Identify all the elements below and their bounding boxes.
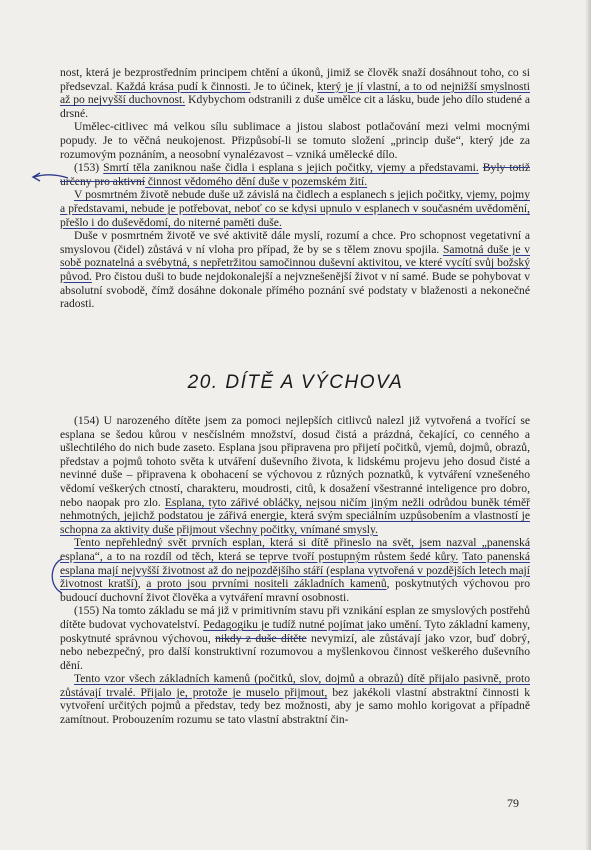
underlined-passage: Samotná duše je v sobě poznatelná a svébytná, s nepřetržitou samočinnou duševní aktivitou, ve které vycítí svůj božský původ. <box>60 242 530 283</box>
text-run: (155) Na tomto základu se má již v primitivním stavu při vznikání esplan ze smyslových postřehů dítěte budovat vychovatelství. <box>60 604 530 631</box>
struck-passage: Byly totiž určeny pro aktivní <box>60 161 530 188</box>
paragraph <box>60 414 530 536</box>
paragraph <box>60 229 530 311</box>
text-run: Je to účinek, <box>250 79 318 93</box>
underlined-passage: Smrtí těla zaniknou naše čidla i esplana s jejich počitky, vjemy a představami. <box>103 161 479 175</box>
body-text-top <box>60 66 530 311</box>
text-run: Umělec-citlivec má velkou sílu sublimace a jistou slabost potlačování mezi velmi mocnými popudy. Je to věčná neukojenost. Přizpůsobí-li se tomuto složení „princip duše“, který jde za rozumovým poznáním, a neosobní vynalézavost – vzniká umělecké dílo. <box>60 120 530 161</box>
text-run: Tyto základní kameny, poskytnuté správnou výchovou, <box>60 617 530 645</box>
text-run: (153) <box>74 161 104 175</box>
text-run: nost, která je bezprostředním principem chtění a úkonů, jimiž se člověk snaží dosáhnout toho, co si předsevzal. <box>60 66 530 93</box>
text-run: Duše v posmrtném životě ve své aktivitě dále myslí, rozumí a chce. Pro schopnost vegetativní a smyslovou (čidel) zůstává v ní vloha pro případ, že by se s tělem znovu spojila. <box>60 229 530 256</box>
paragraph <box>60 120 530 161</box>
paragraph <box>60 66 530 120</box>
paragraph <box>60 672 530 726</box>
underlined-passage: který je jí vlastní, a to od nejnižší smyslnosti až po nejvyšší duchovnost. <box>60 79 530 107</box>
paragraph <box>60 188 530 229</box>
underlined-passage: činnost vědomého dění duše v pozemském žití. <box>145 174 368 188</box>
text-run: (154) U narozeného dítěte jsem za pomoci nejlepších citlivců nalezl již vytvořená a tvořící se esplana se šedou kůrou v nesčíslném množství, dosud čistá a prázdná, čekající, co cenného a ušlechtilého do nich bude zaseto. Esplana jsou připravena pro přijetí počitků, vjemů, dojmů, obrazů, představ a pojmů tohoto světa k utváření duševního života, k lidskému projevu jeho dosud čisté a nevinné duše – připravena k obohacení se výchovou z různých poznatků, k vytváření vznešeného vědomí veškerých ctností, charakteru, moudrosti, citů, k dosažení všestranné inteligence pro dobro, nebo naopak pro zlo. <box>60 414 530 509</box>
text-run: , poskytnutých výchovou pro budoucí duchovní život člověka a vytváření mravní osobnosti. <box>60 577 531 604</box>
underlined-passage: a proto jsou prvními nositeli základních kamenů <box>146 577 387 591</box>
body-text-bottom <box>60 414 530 727</box>
text-run: Pro čistou duši to bude nejdokonalejší a nejvznešenější život v ní samé. Bude se pohybovat v absolutní svobodě, čímž dosáhne dokonale přímého poznání své podstaty v blaženosti a nekonečné radosti. <box>60 269 530 311</box>
paragraph <box>60 536 530 604</box>
underlined-passage: Tento vzor všech základních kamenů (počitků, slov, dojmů a obrazů) dítě přijalo pasivně, proto zůstávají trvalé. Přijalo je, protože je muselo přijmout, <box>60 672 530 699</box>
chapter-heading: 20. DÍTĚ A VÝCHOVA <box>187 372 404 393</box>
text-run: , <box>137 577 147 591</box>
underlined-passage: Každá krása pudí k činnosti. <box>116 79 251 93</box>
text-run: nevymizí, ale zůstávají jako vzor, buď dobrý, nebo nebezpečný, pro další konstruktivní rozumovou a myšlenkovou činnost veškerého duševního dění. <box>60 631 530 672</box>
struck-passage: nikdy z duše dítěte <box>215 631 307 645</box>
underlined-passage: Tato panenská esplana mají nejvyšší životnost až do nejpozdějšího stáří (esplana vytvořená v pozdějších letech mají životnost kratší) <box>60 549 530 591</box>
paragraph <box>60 604 530 672</box>
text-run: Kdybychom odstranili z duše umělce cit a lásku, bude jeho dílo studené a drsné. <box>60 93 530 120</box>
underlined-passage: Tento nepřehledný svět prvních esplan, která si dítě přineslo na svět, jsem nazval „panenská esplana“, a to na rozdíl od těch, která se teprve tvoří postupným růstem šedé kůry. <box>60 536 530 563</box>
page-number: 79 <box>507 796 519 810</box>
underlined-passage: V posmrtném životě nebude duše už závislá na čidlech a esplanech s jejich počitky, vjemy, pojmy a představami, nebude je potřebovat, neboť co se kdysi upnulo v esplanech v současném uvědomění, přešlo i do duševědomí, do niterné paměti duše. <box>60 188 530 229</box>
paragraph <box>60 161 530 188</box>
underlined-passage: Esplana, tyto zářivé obláčky, nejsou ničím jiným nežli odrůdou buněk téměř nehmotných, jejichž podstatou je zářivá energie, která svým speciálním uzpůsobením a vlastností je schopna za aktivity duše přijmout všechny počitky, vnímané smysly. <box>60 495 530 536</box>
underlined-passage: Pedagogiku je tudíž nutné pojímat jako umění. <box>203 617 422 631</box>
text-run: bez jakékoli vlastní abstraktní činnosti k vytvoření určitých pojmů a představ, tedy bez možnosti, aby je samo mohlo korigovat a případně zamítnout. Probouzením rozumu se tato vlastní abstraktní čin- <box>60 685 531 727</box>
